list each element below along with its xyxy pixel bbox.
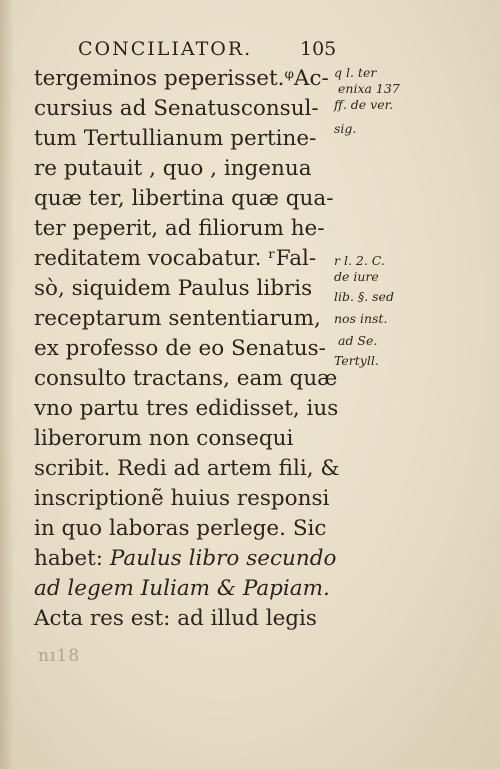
text-line: sò, siquidem Paulus libris: [34, 276, 313, 301]
text-line: Acta res est: ad illud legis: [34, 606, 317, 631]
text-line: scribit. Redi ad artem fili, &: [34, 456, 340, 481]
text-line: cursius ad Senatusconsul-: [34, 96, 319, 121]
text-line: inscriptionẽ huius responsi: [34, 486, 330, 511]
margin-note: ff. de ver.: [334, 97, 394, 112]
signature-mark: nı18: [38, 646, 81, 666]
text-segment: habet:: [34, 546, 110, 571]
binding-shadow: [0, 0, 14, 769]
text-line: tergeminos peperisset.ᵠAc-: [34, 66, 329, 91]
text-line: [34, 544, 337, 574]
text-line: liberorum non consequi: [34, 426, 294, 451]
text-line: in quo laboras perlege. Sic: [34, 516, 327, 541]
text-line: re putauit , quo , ingenua: [34, 156, 312, 181]
text-line: tum Tertullianum pertine-: [34, 126, 317, 151]
main-text: [34, 64, 340, 634]
italic-citation: Paulus libro secundo: [109, 546, 337, 571]
text-line: receptarum sententiarum,: [34, 306, 321, 331]
margin-note: r l. 2. C.: [334, 253, 385, 268]
margin-note: de iure: [334, 269, 379, 284]
margin-note: lib. §. sed: [334, 289, 394, 304]
margin-note: ad Se.: [338, 333, 378, 348]
running-header: [78, 38, 338, 60]
text-line: consulto tractans, eam quæ: [34, 366, 338, 391]
text-line: ex professo de eo Senatus-: [34, 336, 326, 361]
text-line: quæ ter, libertina quæ qua-: [34, 186, 334, 211]
margin-note: q l. ter: [334, 65, 377, 80]
text-line: vno partu tres edidisset, ius: [34, 396, 339, 421]
page-number: 105: [300, 38, 337, 60]
margin-note: enixa 137: [338, 81, 400, 96]
margin-note: Tertyll.: [334, 353, 379, 368]
italic-citation: ad legem Iuliam & Papiam.: [34, 576, 330, 601]
text-line: [34, 574, 334, 604]
margin-note: sig.: [334, 121, 357, 136]
text-line: reditatem vocabatur. ʳFal-: [34, 246, 317, 271]
running-title: CONCILIATOR.: [78, 38, 253, 60]
text-line: ter peperit, ad filiorum he-: [34, 216, 325, 241]
margin-note: nos inst.: [334, 311, 388, 326]
